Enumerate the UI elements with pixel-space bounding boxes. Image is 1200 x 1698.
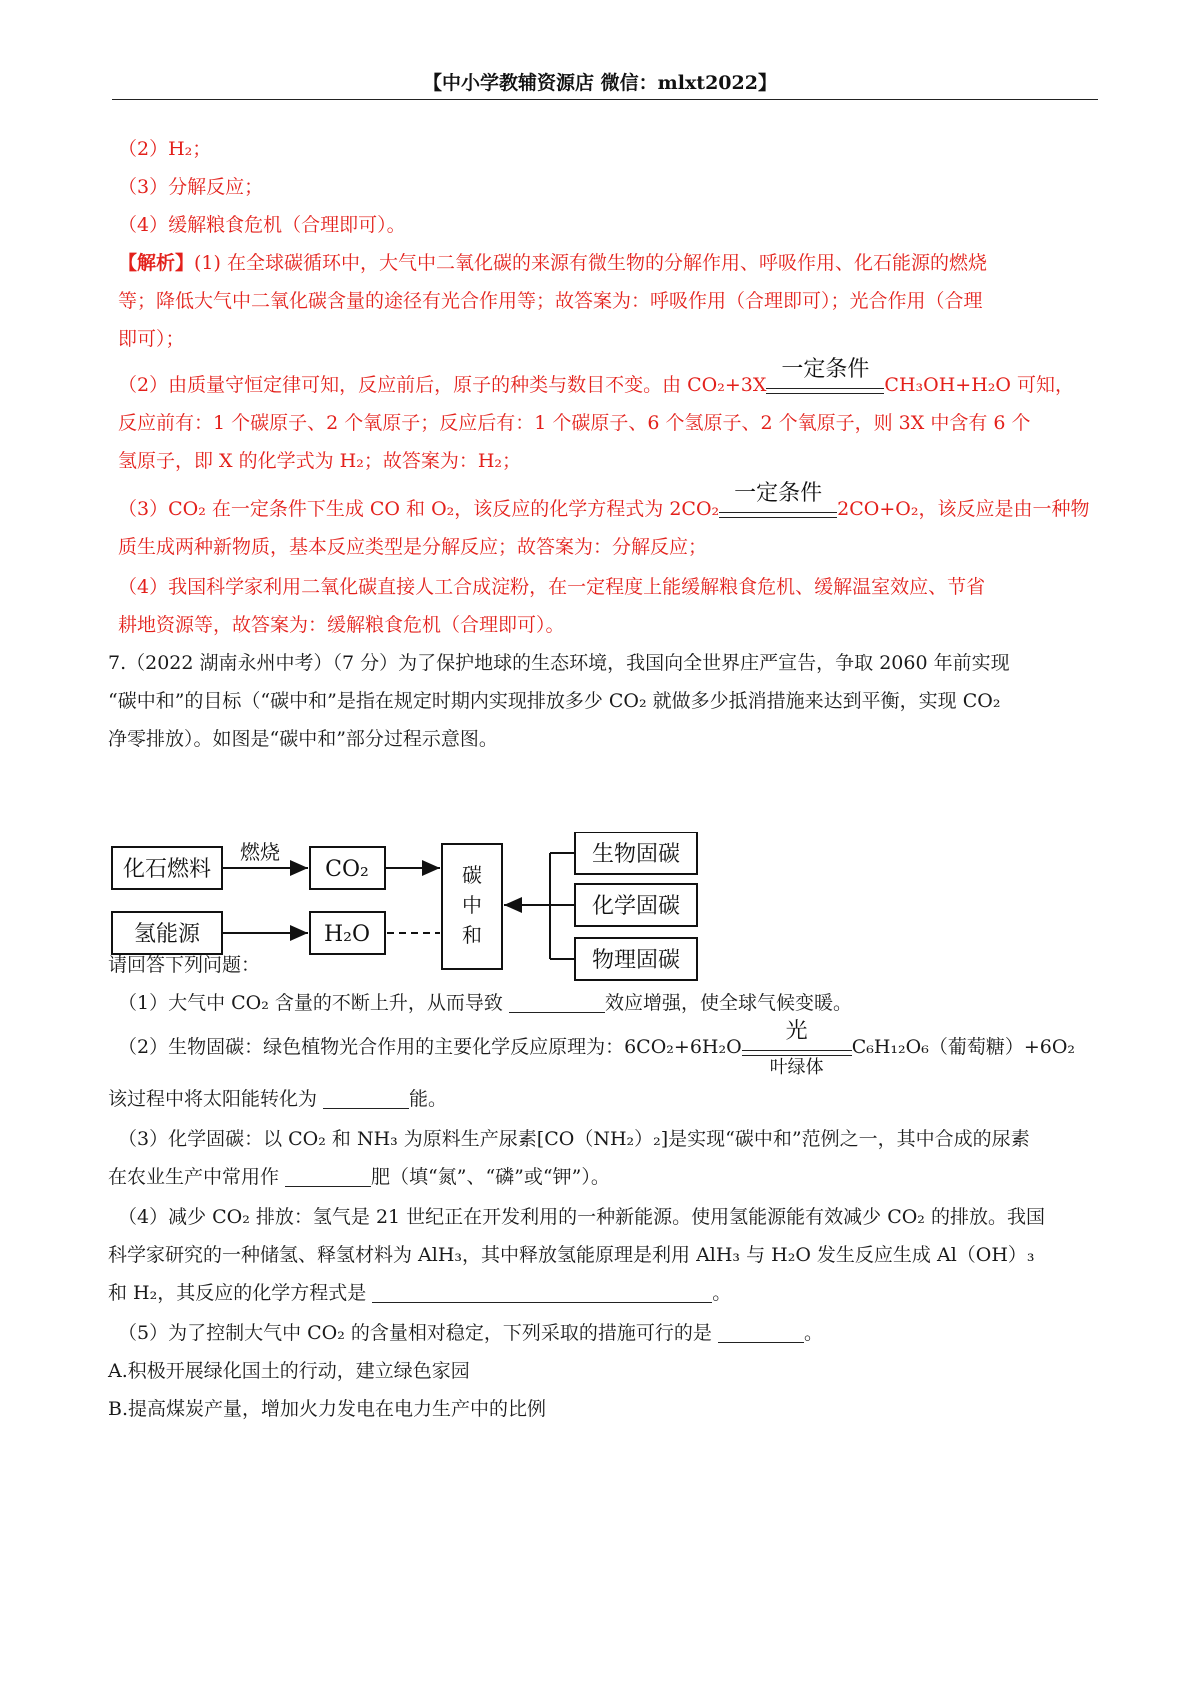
reaction-condition-arrow (766, 357, 884, 394)
subq-3-l2-pre: 在农业生产中常用作 (108, 1166, 286, 1188)
condition-label: 一定条件 (734, 481, 823, 506)
chem-fixation-label: 化学固碳 (591, 894, 681, 919)
subq-2-line2 (108, 1086, 447, 1112)
analysis-p3-post: 2CO+O₂，该反应是由一种物 (837, 498, 1090, 520)
bio-fixation-label: 生物固碳 (591, 842, 681, 867)
subq-4-line1: （4）减少 CO₂ 排放：氢气是 21 世纪正在开发利用的一种新能源。使用氢能源能有效减少 CO₂ 的排放。我国 (118, 1206, 1045, 1228)
analysis-p4-line1: （4）我国科学家利用二氧化碳直接人工合成淀粉，在一定程度上能缓解粮食危机、缓解温室效应、节省 (118, 576, 986, 598)
subq-2-l2-post: 能。 (409, 1088, 448, 1110)
subq-4-line2: 科学家研究的一种储氢、释氢材料为 AlH₃，其中释放氢能原理是利用 AlH₃ 与 H₂O 发生反应生成 Al（OH）₃ (108, 1244, 1035, 1266)
subq-1-post: 效应增强，使全球气候变暖。 (604, 992, 852, 1014)
analysis-p1-line2: 等；降低大气中二氧化碳含量的途径有光合作用等；故答案为：呼吸作用（合理即可）；光合作用（合理 (118, 290, 983, 312)
reaction-condition-arrow (719, 481, 837, 518)
subq-5-post: 。 (803, 1322, 823, 1344)
hydrogen-energy-label: 氢能源 (133, 922, 201, 947)
carbon-neutral-label-3: 和 (462, 923, 482, 947)
page-header: 【中小学教辅资源店 微信：mlxt2022】 (423, 72, 777, 94)
answer-3: （3）分解反应； (118, 176, 264, 198)
subq-1 (118, 990, 852, 1016)
question-7-line2: “碳中和”的目标（“碳中和”是指在规定时期内实现排放多少 CO₂ 就做多少抵消措施来达到平衡，实现 CO₂ (108, 690, 1001, 712)
photosynthesis-arrow (742, 1019, 852, 1078)
answer-blank-2[interactable] (323, 1088, 409, 1109)
analysis-tag: 【解析】 (118, 252, 195, 274)
analysis-p1-line1 (118, 250, 987, 276)
analysis-p2-line2: 反应前有：1 个碳原子、2 个氧原子；反应后有：1 个碳原子、6 个氢原子、2 个氧原子，则 3X 中含有 6 个 (118, 412, 1031, 434)
answer-4: （4）缓解粮食危机（合理即可）。 (118, 214, 406, 236)
question-7-line3: 净零排放）。如图是“碳中和”部分过程示意图。 (108, 728, 498, 750)
answer-2: （2）H₂； (118, 138, 212, 160)
analysis-p3-line1 (118, 481, 1090, 522)
subq-3-line2 (108, 1164, 610, 1190)
phys-fixation-label: 物理固碳 (591, 948, 681, 973)
analysis-p4-line2: 耕地资源等，故答案为：缓解粮食危机（合理即可）。 (118, 614, 565, 636)
analysis-p2-post: CH₃OH+H₂O 可知， (884, 374, 1074, 396)
analysis-p2-pre: （2）由质量守恒定律可知，反应前后，原子的种类与数目不变。由 CO₂+3X (118, 374, 767, 396)
subq-4-l3-post: 。 (712, 1282, 732, 1304)
co2-label: CO₂ (325, 857, 369, 882)
chlorophyll-label: 叶绿体 (769, 1057, 824, 1078)
subq-1-pre: （1）大气中 CO₂ 含量的不断上升，从而导致 (118, 992, 509, 1014)
subq-4-l3-pre: 和 H₂，其反应的化学方程式是 (108, 1282, 373, 1304)
answer-blank-1[interactable] (509, 992, 605, 1013)
subq-4-line3 (108, 1280, 731, 1306)
analysis-p3-line2: 质生成两种新物质，基本反应类型是分解反应；故答案为：分解反应； (118, 536, 708, 558)
answer-blank-3[interactable] (285, 1166, 371, 1187)
carbon-neutral-label-2: 中 (462, 893, 482, 917)
question-7-line1: 7.（2022 湖南永州中考）（7 分）为了保护地球的生态环境，我国向全世界庄严宣告，争取 2060 年前实现 (108, 652, 1010, 674)
subq-5-pre: （5）为了控制大气中 CO₂ 的含量相对稳定，下列采取的措施可行的是 (118, 1322, 718, 1344)
subq-5 (118, 1320, 823, 1346)
subq-2-post: C₆H₁₂O₆（葡萄糖）+6O₂ (851, 1036, 1076, 1058)
light-label: 光 (785, 1019, 808, 1044)
subq-3-line1: （3）化学固碳：以 CO₂ 和 NH₃ 为原料生产尿素[CO（NH₂）₂]是实现“碳中和”范例之一，其中合成的尿素 (118, 1128, 1030, 1150)
analysis-p1-line3: 即可）； (118, 328, 185, 350)
analysis-p3-pre: （3）CO₂ 在一定条件下生成 CO 和 O₂，该反应的化学方程式为 2CO₂ (118, 498, 720, 520)
analysis-p1-text: (1) 在全球碳循环中，大气中二氧化碳的来源有微生物的分解作用、呼吸作用、化石能源的燃烧 (194, 252, 987, 274)
fossil-fuel-label: 化石燃料 (122, 857, 212, 882)
option-b[interactable]: B.提高煤炭产量，增加火力发电在电力生产中的比例 (108, 1398, 547, 1420)
subq-2-pre: （2）生物固碳：绿色植物光合作用的主要化学反应原理为：6CO₂+6H₂O (118, 1036, 742, 1058)
analysis-p2-line1 (118, 357, 1074, 398)
subq-3-l2-post: 肥（填“氮”、“磷”或“钾”）。 (371, 1166, 610, 1188)
carbon-neutral-label-1: 碳 (462, 863, 482, 887)
answer-blank-4[interactable] (372, 1282, 712, 1303)
subq-2-l2-pre: 该过程中将太阳能转化为 (108, 1088, 324, 1110)
header-rule (112, 99, 1098, 100)
answer-blank-5[interactable] (718, 1322, 804, 1343)
analysis-p2-line3: 氢原子，即 X 的化学式为 H₂；故答案为：H₂； (118, 450, 522, 472)
burn-label: 燃烧 (240, 840, 280, 864)
subq-2-line1 (118, 1019, 1076, 1078)
option-a[interactable]: A.积极开展绿化国土的行动，建立绿色家园 (108, 1360, 470, 1382)
h2o-label: H₂O (323, 922, 371, 947)
condition-label: 一定条件 (781, 357, 870, 382)
ask-line: 请回答下列问题： (108, 954, 261, 976)
